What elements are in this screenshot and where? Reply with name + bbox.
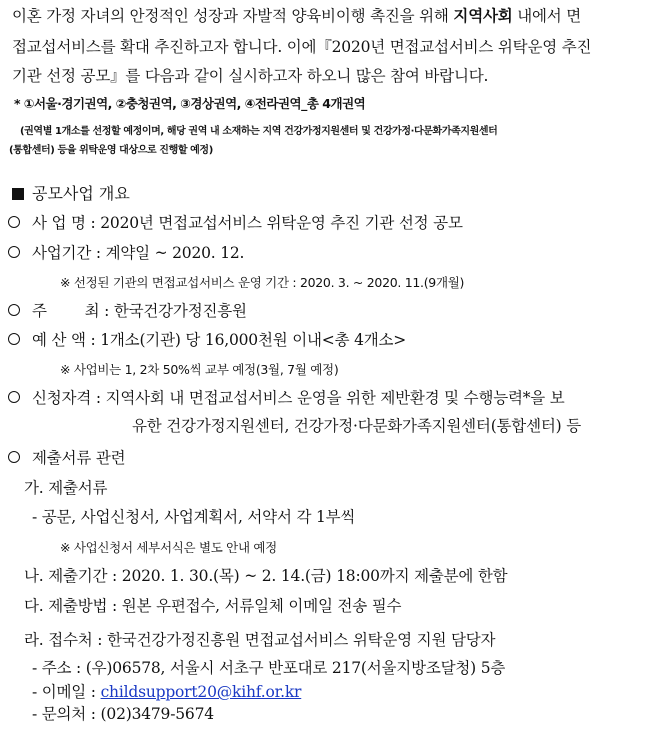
docs-ga-item: - 공문, 사업신청서, 사업계획서, 서약서 각 1부씩 — [32, 508, 356, 526]
docs-phone: - 문의처 : (02)3479-5674 — [32, 705, 214, 723]
intro-line-2: 접교섭서비스를 확대 추진하고자 합니다. 이에『2020년 면접교섭서비스 위탁운영 추진 — [12, 38, 592, 56]
intro-text: 이혼 가정 자녀의 안정적인 성장과 자발적 양육비이행 촉진을 위해 — [12, 7, 454, 25]
docs-na: 나. 제출기간 : 2020. 1. 30.(목) ~ 2. 14.(금) 18:00까지 제출분에 한함 — [24, 567, 508, 585]
docs-title-text: 제출서류 관련 — [32, 449, 126, 467]
budget-text: 예 산 액 : 1개소(기관) 당 16,000천원 이내<총 4개소> — [32, 331, 407, 349]
intro-line-3: 기관 선정 공모』를 다음과 같이 실시하고자 하오니 많은 참여 바랍니다. — [12, 67, 489, 85]
circle-bullet-icon — [8, 451, 20, 463]
email-label: - 이메일 : — [32, 683, 101, 701]
project-name-text: 사 업 명 : 2020년 면접교섭서비스 위탁운영 추진 기관 선정 공모 — [32, 214, 463, 232]
docs-ga-note: ※ 사업신청서 세부서식은 별도 안내 예정 — [60, 540, 277, 555]
regions-note-2: (통합센터) 등을 위탁운영 대상으로 진행할 예정) — [9, 145, 213, 156]
intro-text: 내에서 면 — [512, 7, 582, 25]
period-text: 사업기간 : 계약일 ~ 2020. 12. — [32, 244, 245, 262]
item-docs — [8, 446, 125, 468]
regions-line: * ①서울·경기권역, ②충청권역, ③경상권역, ④전라권역_총 4개권역 — [14, 96, 366, 111]
intro-line-1 — [12, 4, 581, 26]
square-bullet-icon — [12, 188, 24, 200]
eligibility-text: 신청자격 : 지역사회 내 면접교섭서비스 운영을 위한 제반환경 및 수행능력*을 보 — [32, 389, 565, 407]
budget-note: ※ 사업비는 1, 2차 50%씩 교부 예정(3월, 7월 예정) — [60, 362, 339, 377]
item-budget — [8, 328, 406, 350]
host-text: 주 최 : 한국건강가정진흥원 — [32, 302, 247, 320]
item-eligibility — [8, 386, 565, 408]
email-link[interactable]: childsupport20@kihf.or.kr — [100, 683, 302, 701]
circle-bullet-icon — [8, 304, 20, 316]
docs-email-line — [32, 680, 301, 702]
intro-highlight: 지역사회 — [453, 7, 513, 25]
docs-ra: 라. 접수처 : 한국건강가정진흥원 면접교섭서비스 위탁운영 지원 담당자 — [24, 631, 496, 649]
section-title-text: 공모사업 개요 — [32, 184, 130, 203]
item-period — [8, 241, 244, 263]
docs-address: - 주소 : (우)06578, 서울시 서초구 반포대로 217(서울지방조달청) 5층 — [32, 659, 506, 677]
circle-bullet-icon — [8, 246, 20, 258]
regions-note-1: (권역별 1개소를 선정할 예정이며, 해당 권역 내 소재하는 지역 건강가정지원센터 및 건강가정·다문화가족지원센터 — [20, 126, 498, 137]
period-note: ※ 선정된 기관의 면접교섭서비스 운영 기간 : 2020. 3. ~ 2020. 11.(9개월) — [60, 275, 465, 290]
item-host — [8, 299, 247, 321]
eligibility-line-2: 유한 건강가정지원센터, 건강가정·다문화가족지원센터(통합센터) 등 — [132, 417, 581, 435]
docs-ga: 가. 제출서류 — [24, 479, 108, 497]
circle-bullet-icon — [8, 391, 20, 403]
circle-bullet-icon — [8, 333, 20, 345]
item-project-name — [8, 211, 463, 233]
docs-da: 다. 제출방법 : 원본 우편접수, 서류일체 이메일 전송 필수 — [24, 597, 402, 615]
circle-bullet-icon — [8, 216, 20, 228]
section-title — [12, 181, 130, 204]
